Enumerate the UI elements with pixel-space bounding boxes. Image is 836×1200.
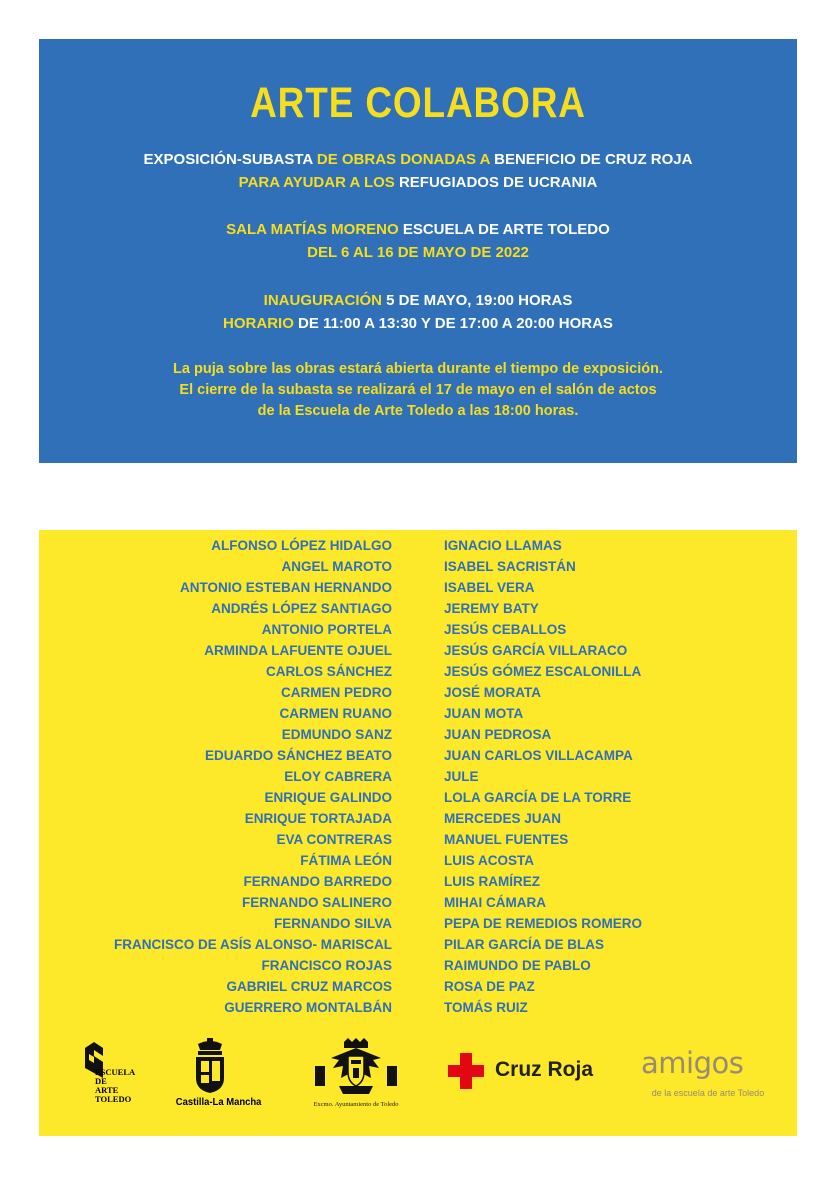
artist-name: TOMÁS RUIZ <box>444 1000 528 1015</box>
artist-name: FERNANDO SILVA <box>274 916 392 931</box>
toledo-coat-of-arms-icon <box>301 1038 411 1098</box>
artist-name: EDUARDO SÁNCHEZ BEATO <box>204 748 392 763</box>
amigos-wordmark: amigos <box>641 1046 744 1080</box>
inauguration-line: INAUGURACIÓN 5 DE MAYO, 19:00 HORAS <box>263 292 573 309</box>
castilla-la-mancha-logo <box>172 1038 262 1110</box>
artist-name: JUAN CARLOS VILLACAMPA <box>444 748 633 763</box>
artists-column-left <box>114 535 392 1018</box>
amigos-subtitle: de la escuela de arte Toledo <box>651 1088 765 1098</box>
artist-name: ANDRÉS LÓPEZ SANTIAGO <box>211 601 392 616</box>
artist-name: ALFONSO LÓPEZ HIDALGO <box>211 538 392 553</box>
artist-name: PILAR GARCÍA DE BLAS <box>444 937 605 952</box>
artist-name: JUAN PEDROSA <box>444 727 552 742</box>
artist-name: GUERRERO MONTALBÁN <box>224 1000 392 1015</box>
artist-name: GABRIEL CRUZ MARCOS <box>226 979 392 994</box>
description-line-2: PARA AYUDAR A LOS REFUGIADOS DE UCRANIA <box>238 174 598 191</box>
note-line: de la Escuela de Arte Toledo a las 18:00 horas. <box>257 403 579 419</box>
note-line: El cierre de la subasta se realizará el 17 de mayo en el salón de actos <box>179 382 657 398</box>
schedule-info <box>39 289 797 335</box>
artist-name: ANGEL MAROTO <box>281 559 392 574</box>
sponsor-logos <box>39 1038 797 1118</box>
note-line: La puja sobre las obras estará abierta durante el tiempo de exposición. <box>173 361 663 377</box>
artist-name: JULE <box>444 769 479 784</box>
artist-name: CARLOS SÁNCHEZ <box>265 664 392 679</box>
artist-name: PEPA DE REMEDIOS ROMERO <box>444 916 643 931</box>
ayuntamiento-text: Excmo. Ayuntamiento de Toledo <box>313 1101 399 1108</box>
castilla-la-mancha-shield-icon <box>172 1038 248 1094</box>
artist-name: FERNANDO BARREDO <box>243 874 392 889</box>
artist-name: JESÚS GÓMEZ ESCALONILLA <box>444 664 642 679</box>
escuela-logo-text: ESCUELA DE ARTE TOLEDO <box>95 1067 136 1104</box>
cruz-roja-text: Cruz Roja <box>495 1058 594 1081</box>
hours-line: HORARIO DE 11:00 A 13:30 Y DE 17:00 A 20:00 HORAS <box>223 315 613 332</box>
exhibition-description <box>39 148 797 194</box>
artist-name: CARMEN RUANO <box>279 706 392 721</box>
artist-name: ROSA DE PAZ <box>444 979 535 994</box>
artist-name: EDMUNDO SANZ <box>281 727 392 742</box>
venue-info <box>39 218 797 264</box>
venue-line: SALA MATÍAS MORENO ESCUELA DE ARTE TOLEDO <box>226 221 610 238</box>
auction-note <box>39 359 797 422</box>
artist-name: LUIS ACOSTA <box>444 853 534 868</box>
artist-name: JEREMY BATY <box>444 601 539 616</box>
artist-name: FÁTIMA LEÓN <box>300 853 392 868</box>
amigos-escuela-logo <box>633 1038 783 1110</box>
ayuntamiento-toledo-logo <box>301 1038 411 1110</box>
poster-title: ARTE COLABORA <box>250 79 586 127</box>
artists-column-right <box>444 535 642 1018</box>
artist-name: LOLA GARCÍA DE LA TORRE <box>444 790 632 805</box>
artist-name: JUAN MOTA <box>444 706 524 721</box>
artist-name: JESÚS GARCÍA VILLARACO <box>444 643 628 658</box>
artist-name: MIHAI CÁMARA <box>444 895 546 910</box>
artist-name: ISABEL VERA <box>444 580 535 595</box>
artist-name: JOSÉ MORATA <box>444 685 542 700</box>
artist-name: CARMEN PEDRO <box>280 685 392 700</box>
artist-name: LUIS RAMÍREZ <box>444 874 540 889</box>
artist-name: EVA CONTRERAS <box>276 832 392 847</box>
artist-name: FERNANDO SALINERO <box>241 895 392 910</box>
artist-name: ENRIQUE TORTAJADA <box>244 811 392 826</box>
artist-name: ANTONIO PORTELA <box>261 622 392 637</box>
artists-panel <box>39 530 797 1136</box>
artist-name: ARMINDA LAFUENTE OJUEL <box>204 643 392 658</box>
artist-name: MERCEDES JUAN <box>444 811 562 826</box>
escuela-arte-toledo-logo <box>81 1038 151 1110</box>
artist-name: RAIMUNDO DE PABLO <box>444 958 591 973</box>
artist-name: ISABEL SACRISTÁN <box>444 559 576 574</box>
dates-line: DEL 6 AL 16 DE MAYO DE 2022 <box>307 244 529 261</box>
red-cross-icon <box>447 1052 485 1090</box>
event-info-panel <box>39 39 797 463</box>
artist-name: JESÚS CEBALLOS <box>444 622 567 637</box>
cruz-roja-logo <box>447 1052 617 1092</box>
artist-name: FRANCISCO DE ASÍS ALONSO- MARISCAL <box>113 937 392 952</box>
artist-name: ANTONIO ESTEBAN HERNANDO <box>179 580 392 595</box>
castilla-la-mancha-text: Castilla-La Mancha <box>175 1096 262 1108</box>
artist-name: MANUEL FUENTES <box>444 832 569 847</box>
artist-name: ELOY CABRERA <box>284 769 392 784</box>
artist-name: FRANCISCO ROJAS <box>261 958 392 973</box>
artist-name: ENRIQUE GALINDO <box>264 790 392 805</box>
description-line-1: EXPOSICIÓN-SUBASTA DE OBRAS DONADAS A BENEFICIO DE CRUZ ROJA <box>143 151 693 168</box>
artist-name: IGNACIO LLAMAS <box>444 538 562 553</box>
